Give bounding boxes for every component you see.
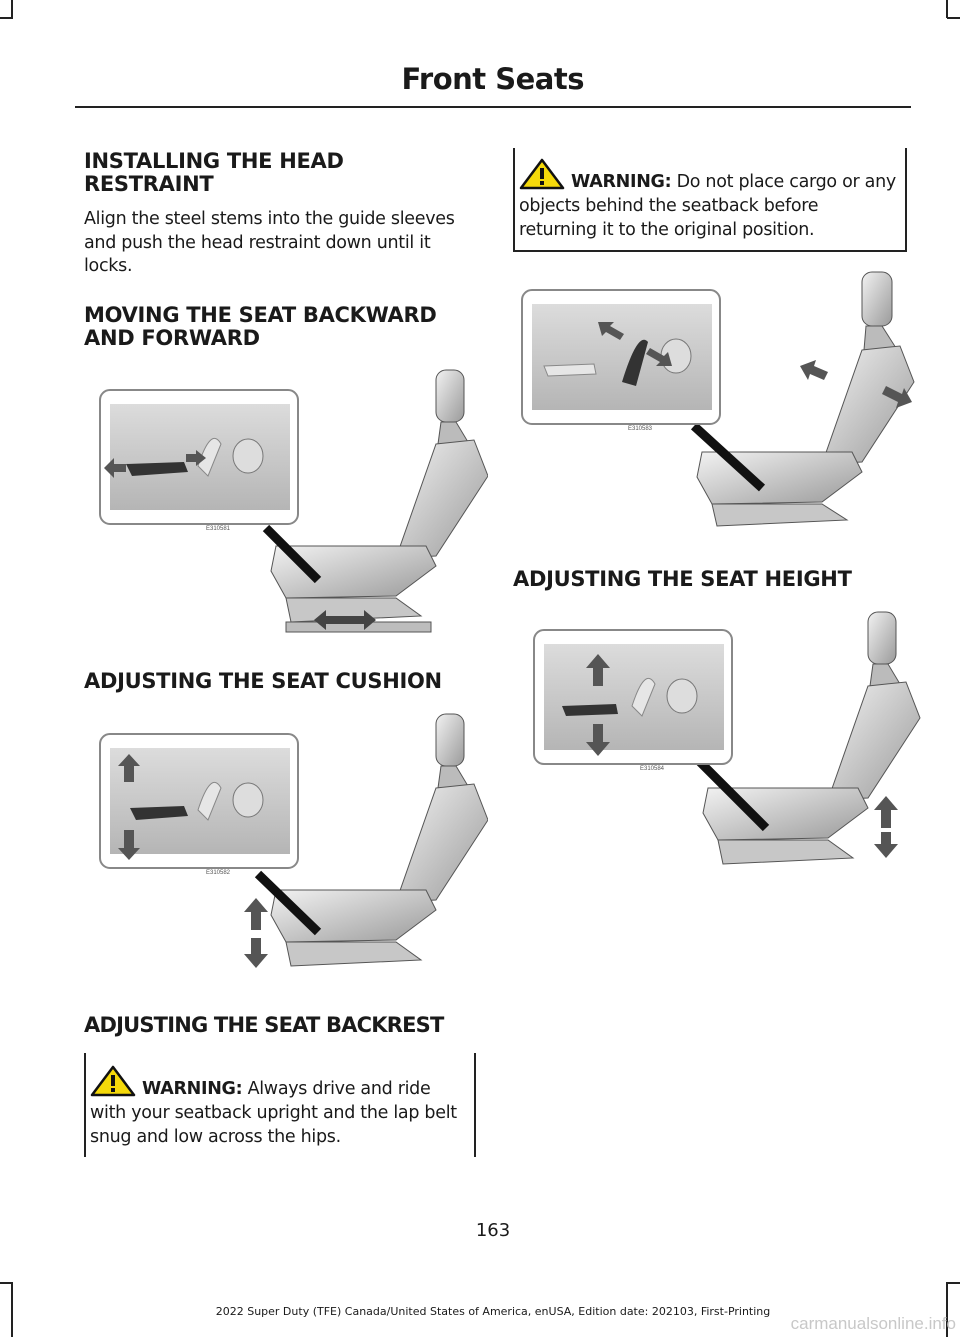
watermark-text: carmanualsonline.info xyxy=(790,1314,956,1333)
section-seat-height xyxy=(513,568,905,591)
lumbar-knob xyxy=(233,439,263,473)
seat-control-switch xyxy=(562,704,618,716)
lumbar-knob xyxy=(233,783,263,817)
heading-seat-cushion: ADJUSTING THE SEAT CUSHION xyxy=(84,669,442,693)
crop-mark xyxy=(0,1282,13,1284)
warning-label: WARNING: xyxy=(571,172,672,192)
section-seat-backrest xyxy=(84,1014,476,1037)
page-title: Front Seats xyxy=(401,62,584,96)
crop-mark xyxy=(947,17,960,19)
warning-label: WARNING: xyxy=(142,1079,243,1099)
arrow-down-icon xyxy=(244,938,268,968)
illustration-code: E310583 xyxy=(628,426,653,432)
page-number: 163 xyxy=(475,1220,511,1241)
warning-box-cargo xyxy=(513,148,907,252)
watermark-logo xyxy=(724,1309,960,1335)
section-head-restraint xyxy=(84,150,476,279)
arrow-raise-icon xyxy=(874,796,898,828)
seat-backrest-illustration xyxy=(518,270,918,532)
crop-mark xyxy=(947,1282,960,1284)
header-rule xyxy=(75,106,911,108)
warning-text: Always drive and ride with your seatback upright and the lap belt snug and low across the hips. xyxy=(90,1079,457,1147)
illustration-code: E310584 xyxy=(640,766,665,772)
heading-installing-head-restraint: INSTALLING THE HEAD RESTRAINT xyxy=(84,149,344,196)
warning-icon xyxy=(90,1065,136,1097)
illustration-code: E310582 xyxy=(206,870,231,876)
heading-seat-height: ADJUSTING THE SEAT HEIGHT xyxy=(513,567,852,591)
body-installing-head-restraint: Align the steel stems into the guide sleeves and push the head restraint down until it locks. xyxy=(84,209,455,276)
seat-shape xyxy=(697,272,914,526)
illustration-code: E310581 xyxy=(206,526,231,532)
section-backward-forward xyxy=(84,304,476,350)
seat-cushion-illustration xyxy=(96,712,488,980)
arrow-lower-icon xyxy=(874,832,898,858)
seat-control-switch xyxy=(544,364,596,376)
heading-seat-backrest: ADJUSTING THE SEAT BACKREST xyxy=(84,1013,444,1037)
heading-moving-seat: MOVING THE SEAT BACKWARD AND FORWARD xyxy=(84,303,437,350)
warning-icon xyxy=(519,158,565,190)
seat-fore-aft-illustration xyxy=(96,366,488,638)
section-seat-cushion xyxy=(84,670,476,693)
seat-shape xyxy=(271,714,488,966)
crop-mark xyxy=(946,0,948,18)
arrow-up-icon xyxy=(244,898,268,930)
seat-height-illustration xyxy=(530,610,922,880)
footer-edition: 2022 Super Duty (TFE) Canada/United States of America, enUSA, Edition date: 202103, First-Printing xyxy=(215,1305,771,1318)
arrow-tilt-forward-icon xyxy=(800,360,828,380)
warning-box-seatback xyxy=(84,1053,476,1157)
seat-shape xyxy=(271,370,488,632)
warning-text: Do not place cargo or any objects behind the seatback before returning it to the original position. xyxy=(519,172,896,240)
crop-mark xyxy=(11,0,13,18)
crop-mark xyxy=(0,17,13,19)
lumbar-knob xyxy=(667,679,697,713)
